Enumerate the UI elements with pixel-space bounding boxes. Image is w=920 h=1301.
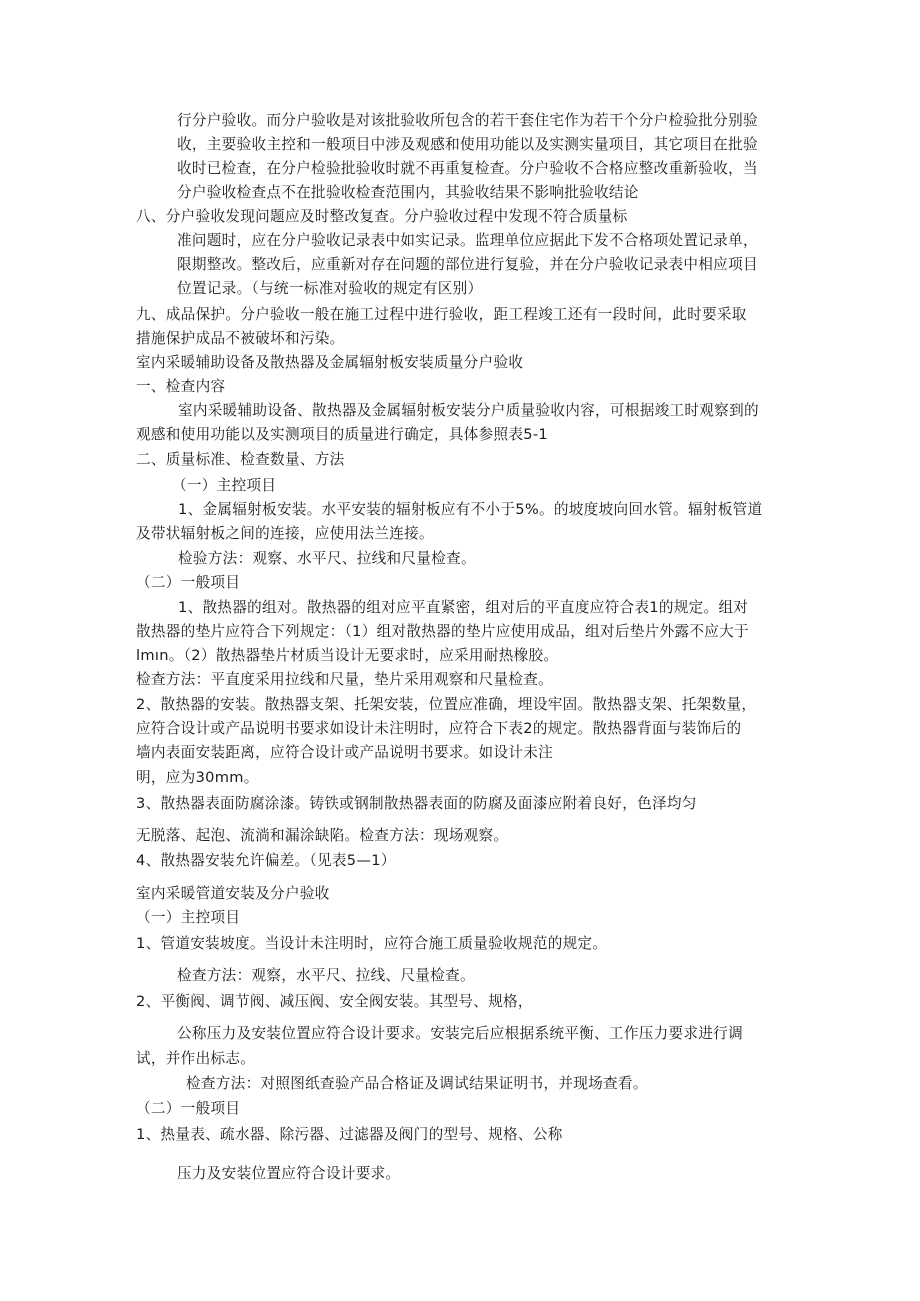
text-line: 分户验收检查点不在批验收检查范围内，其验收结果不影响批验收结论 — [177, 184, 639, 201]
text-line: 1、散热器的组对。散热器的组对应平直紧密，组对后的平直度应符合表1的规定。组对 — [178, 599, 749, 616]
text-line: 位置记录。（与统一标准对验收的规定有区别） — [177, 280, 483, 297]
text-line: 试，并作出标志。 — [136, 1050, 256, 1067]
text-line: 无脱落、起泡、流淌和漏涂缺陷。检查方法：现场观察。 — [136, 827, 509, 844]
text-line: 检查方法：平直度采用拉线和尺量，垫片采用观察和尺量检查。 — [136, 671, 554, 688]
text-line: （一）主控项目 — [136, 909, 241, 926]
text-line: 室内采暖辅助设备、散热器及金属辐射板安装分户质量验收内容，可根据竣工时观察到的 — [178, 402, 759, 419]
text-line: 4、散热器安装允许偏差。（见表5—1） — [136, 852, 396, 869]
text-line: 限期整改。整改后，应重新对存在问题的部位进行复验，并在分户验收记录表中相应项目 — [177, 256, 758, 273]
text-line: 行分户验收。而分户验收是对该批验收所包含的若干套住宅作为若干个分户检验批分别验 — [177, 112, 758, 129]
text-line: （二）一般项目 — [136, 574, 241, 591]
text-line: 1、金属辐射板安装。水平安装的辐射板应有不小于5%。的坡度坡向回水管。辐射板管道 — [178, 501, 763, 518]
text-line: 及带状辐射板之间的连接，应使用法兰连接。 — [136, 525, 434, 542]
section-heading: 室内采暖辅助设备及散热器及金属辐射板安装质量分户验收 — [136, 354, 524, 371]
text-line: 1、热量表、疏水器、除污器、过滤器及阀门的型号、规格、公称 — [136, 1126, 563, 1143]
text-line: 九、成品保护。分户验收一般在施工过程中进行验收，距工程竣工还有一段时间，此时要采取 — [136, 306, 747, 323]
text-line: 应符合设计或产品说明书要求如设计未注明时，应符合下表2的规定。散热器背面与装饰后的 — [136, 720, 742, 737]
text-line: 检验方法：观察、水平尺、拉线和尺量检查。 — [178, 550, 476, 567]
text-line: 八、分户验收发现问题应及时整改复查。分户验收过程中发现不符合质量标 — [136, 208, 628, 225]
text-line: 2、平衡阀、调节阀、减压阀、安全阀安装。其型号、规格， — [136, 993, 533, 1010]
text-line: 公称压力及安装位置应符合设计要求。安装完后应根据系统平衡、工作压力要求进行调 — [177, 1025, 743, 1042]
text-line: （一）主控项目 — [172, 477, 277, 494]
text-line: 措施保护成品不被破坏和污染。 — [136, 330, 345, 347]
text-line: 准问题时，应在分户验收记录表中如实记录。监理单位应据此下发不合格项处置记录单， — [177, 232, 758, 249]
text-line: 二、质量标准、检查数量、方法 — [136, 451, 345, 468]
text-line: lmın。（2）散热器垫片材质当设计无要求时，应采用耐热橡胶。 — [136, 647, 559, 664]
text-line: 2、散热器的安装。散热器支架、托架安装，位置应准确，埋设牢固。散热器支架、托架数量， — [136, 696, 757, 713]
text-line: 墙内表面安装距离，应符合设计或产品说明书要求。如设计未注 — [136, 744, 554, 761]
text-line: 明，应为30mm。 — [136, 769, 259, 786]
text-line: 1、管道安装坡度。当设计未注明时，应符合施工质量验收规范的规定。 — [136, 935, 608, 952]
text-line: 一、检查内容 — [136, 378, 226, 395]
text-line: 检查方法：对照图纸查验产品合格证及调试结果证明书，并现场查看。 — [186, 1075, 648, 1092]
text-line: 观感和使用功能以及实测项目的质量进行确定，具体参照表5-1 — [136, 426, 548, 443]
text-line: 收时已检查，在分户检验批验收时就不再重复检查。分户验收不合格应整改重新验收，当 — [177, 160, 758, 177]
text-line: 收，主要验收主控和一般项目中涉及观感和使用功能以及实测实量项目，其它项目在批验 — [177, 136, 758, 153]
section-heading: 室内采暖管道安装及分户验收 — [136, 885, 330, 902]
text-line: （二）一般项目 — [136, 1100, 241, 1117]
text-line: 3、散热器表面防腐涂漆。铸铁或钢制散热器表面的防腐及面漆应附着良好，色泽均匀 — [136, 795, 697, 812]
text-line: 散热器的垫片应符合下列规定：（1）组对散热器的垫片应使用成品，组对后垫片外露不应大于 — [136, 623, 749, 640]
text-line: 检查方法：观察，水平尺、拉线、尺量检查。 — [177, 967, 475, 984]
text-line: 压力及安装位置应符合设计要求。 — [177, 1165, 401, 1182]
